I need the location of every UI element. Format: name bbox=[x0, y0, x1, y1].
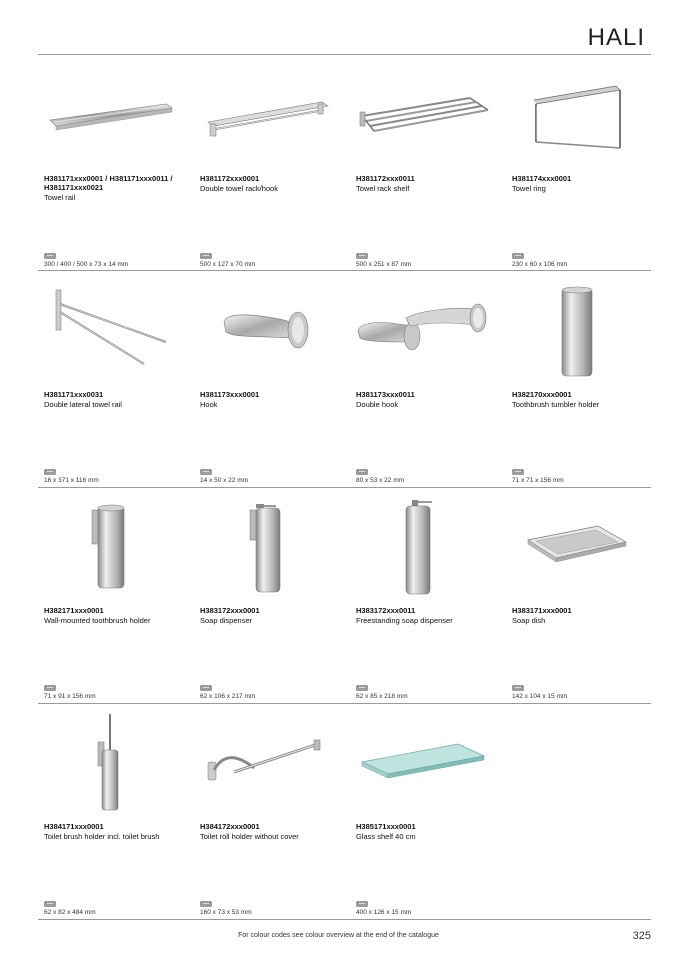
product-name: Double hook bbox=[356, 400, 399, 409]
product-row-4 bbox=[38, 706, 651, 922]
product-dimensions: 400 x 126 x 15 mm bbox=[356, 909, 412, 916]
product-code: H383172xxx0011 Freestanding soap dispenser bbox=[356, 606, 506, 625]
product-code: H382171xxx0001 Wall-mounted toothbrush holder bbox=[44, 606, 194, 625]
product-name: Toilet roll holder without cover bbox=[200, 832, 299, 841]
product-dimensions: 300 / 400 / 500 x 73 x 14 mm bbox=[44, 261, 129, 268]
product-dimensions: 142 x 104 x 15 mm bbox=[512, 693, 568, 700]
dimension-icon bbox=[44, 253, 56, 259]
double-lateral-towel-rail-image bbox=[38, 280, 188, 388]
product-card bbox=[38, 706, 194, 922]
row-divider bbox=[38, 487, 651, 488]
product-card bbox=[194, 274, 350, 490]
soap-dish-image bbox=[506, 496, 656, 604]
product-dimensions: 62 x 82 x 484 mm bbox=[44, 909, 96, 916]
footer-note: For colour codes see colour overview at the end of the catalogue bbox=[238, 932, 439, 939]
toilet-roll-holder-image bbox=[194, 712, 344, 820]
product-code: H384171xxx0001 Toilet brush holder incl. toilet brush bbox=[44, 822, 194, 841]
product-name: Toothbrush tumbler holder bbox=[512, 400, 600, 409]
tumbler-holder-image bbox=[506, 280, 656, 388]
towel-rack-shelf-image bbox=[350, 64, 500, 172]
product-card bbox=[506, 490, 662, 706]
product-name: Towel rack shelf bbox=[356, 184, 410, 193]
product-card bbox=[194, 490, 350, 706]
product-code: H381174xxx0001 Towel ring bbox=[512, 174, 662, 193]
product-card bbox=[38, 58, 194, 274]
header-divider bbox=[38, 54, 651, 55]
dimension-icon bbox=[356, 253, 368, 259]
product-name: Freestanding soap dispenser bbox=[356, 616, 453, 625]
page-number: 325 bbox=[632, 930, 651, 942]
product-card bbox=[350, 274, 506, 490]
dimension-icon bbox=[512, 469, 524, 475]
product-card bbox=[38, 490, 194, 706]
product-card bbox=[350, 58, 506, 274]
product-code: H382170xxx0001 Toothbrush tumbler holder bbox=[512, 390, 662, 409]
product-name: Double towel rack/hook bbox=[200, 184, 278, 193]
product-name: Towel rail bbox=[44, 193, 76, 202]
product-code: H383172xxx0001 Soap dispenser bbox=[200, 606, 350, 625]
product-card bbox=[38, 274, 194, 490]
product-row-3 bbox=[38, 490, 651, 706]
product-row-1 bbox=[38, 58, 651, 274]
product-name: Soap dish bbox=[512, 616, 546, 625]
dimension-icon bbox=[200, 469, 212, 475]
product-card bbox=[194, 58, 350, 274]
row-divider bbox=[38, 270, 651, 271]
towel-ring-image bbox=[506, 64, 656, 172]
product-code: H383171xxx0001 Soap dish bbox=[512, 606, 662, 625]
product-code: H381173xxx0011 Double hook bbox=[356, 390, 506, 409]
product-code: H385171xxx0001 Glass shelf 40 cm bbox=[356, 822, 506, 841]
dimension-icon bbox=[512, 685, 524, 691]
product-code: H381171xxx0001 / H381171xxx0011 / H381171xxx0021 Towel rail bbox=[44, 174, 194, 202]
product-dimensions: 230 x 60 x 106 mm bbox=[512, 261, 568, 268]
product-dimensions: 62 x 106 x 217 mm bbox=[200, 693, 256, 700]
product-card bbox=[194, 706, 350, 922]
product-dimensions: 71 x 71 x 156 mm bbox=[512, 477, 564, 484]
product-dimensions: 62 x 85 x 218 mm bbox=[356, 693, 408, 700]
wall-toothbrush-holder-image bbox=[38, 496, 188, 604]
toilet-brush-holder-image bbox=[38, 712, 188, 820]
dimension-icon bbox=[44, 901, 56, 907]
product-name: Double lateral towel rail bbox=[44, 400, 122, 409]
dimension-icon bbox=[356, 901, 368, 907]
product-card bbox=[506, 274, 662, 490]
product-code: H381172xxx0001 Double towel rack/hook bbox=[200, 174, 350, 193]
product-name: Wall-mounted toothbrush holder bbox=[44, 616, 151, 625]
product-name: Towel ring bbox=[512, 184, 546, 193]
product-name: Hook bbox=[200, 400, 218, 409]
product-code: H381171xxx0031 Double lateral towel rail bbox=[44, 390, 194, 409]
dimension-icon bbox=[200, 901, 212, 907]
hook-image bbox=[194, 280, 344, 388]
product-dimensions: 16 x 371 x 116 mm bbox=[44, 477, 99, 484]
product-card bbox=[506, 58, 662, 274]
product-name: Glass shelf 40 cm bbox=[356, 832, 416, 841]
product-card bbox=[350, 490, 506, 706]
product-dimensions: 500 x 251 x 87 mm bbox=[356, 261, 412, 268]
product-dimensions: 500 x 127 x 70 mm bbox=[200, 261, 256, 268]
freestanding-soap-dispenser-image bbox=[350, 496, 500, 604]
double-hook-image bbox=[350, 280, 500, 388]
dimension-icon bbox=[356, 685, 368, 691]
soap-dispenser-image bbox=[194, 496, 344, 604]
product-name: Soap dispenser bbox=[200, 616, 253, 625]
footer-divider bbox=[38, 919, 651, 920]
product-card bbox=[350, 706, 506, 922]
dimension-icon bbox=[200, 253, 212, 259]
dimension-icon bbox=[44, 685, 56, 691]
brand-title: HALI bbox=[587, 24, 645, 51]
dimension-icon bbox=[512, 253, 524, 259]
towel-rail-image bbox=[38, 64, 188, 172]
product-code: H384172xxx0001 Toilet roll holder without cover bbox=[200, 822, 350, 841]
product-code: H381173xxx0001 Hook bbox=[200, 390, 350, 409]
row-divider bbox=[38, 703, 651, 704]
product-dimensions: 14 x 50 x 22 mm bbox=[200, 477, 249, 484]
glass-shelf-image bbox=[350, 712, 500, 820]
product-dimensions: 160 x 73 x 53 mm bbox=[200, 909, 252, 916]
product-name: Toilet brush holder incl. toilet brush bbox=[44, 832, 160, 841]
double-towel-rack-image bbox=[194, 64, 344, 172]
dimension-icon bbox=[356, 469, 368, 475]
product-row-2 bbox=[38, 274, 651, 490]
dimension-icon bbox=[44, 469, 56, 475]
product-code: H381172xxx0011 Towel rack shelf bbox=[356, 174, 506, 193]
dimension-icon bbox=[200, 685, 212, 691]
product-dimensions: 71 x 91 x 156 mm bbox=[44, 693, 96, 700]
product-dimensions: 80 x 53 x 22 mm bbox=[356, 477, 405, 484]
